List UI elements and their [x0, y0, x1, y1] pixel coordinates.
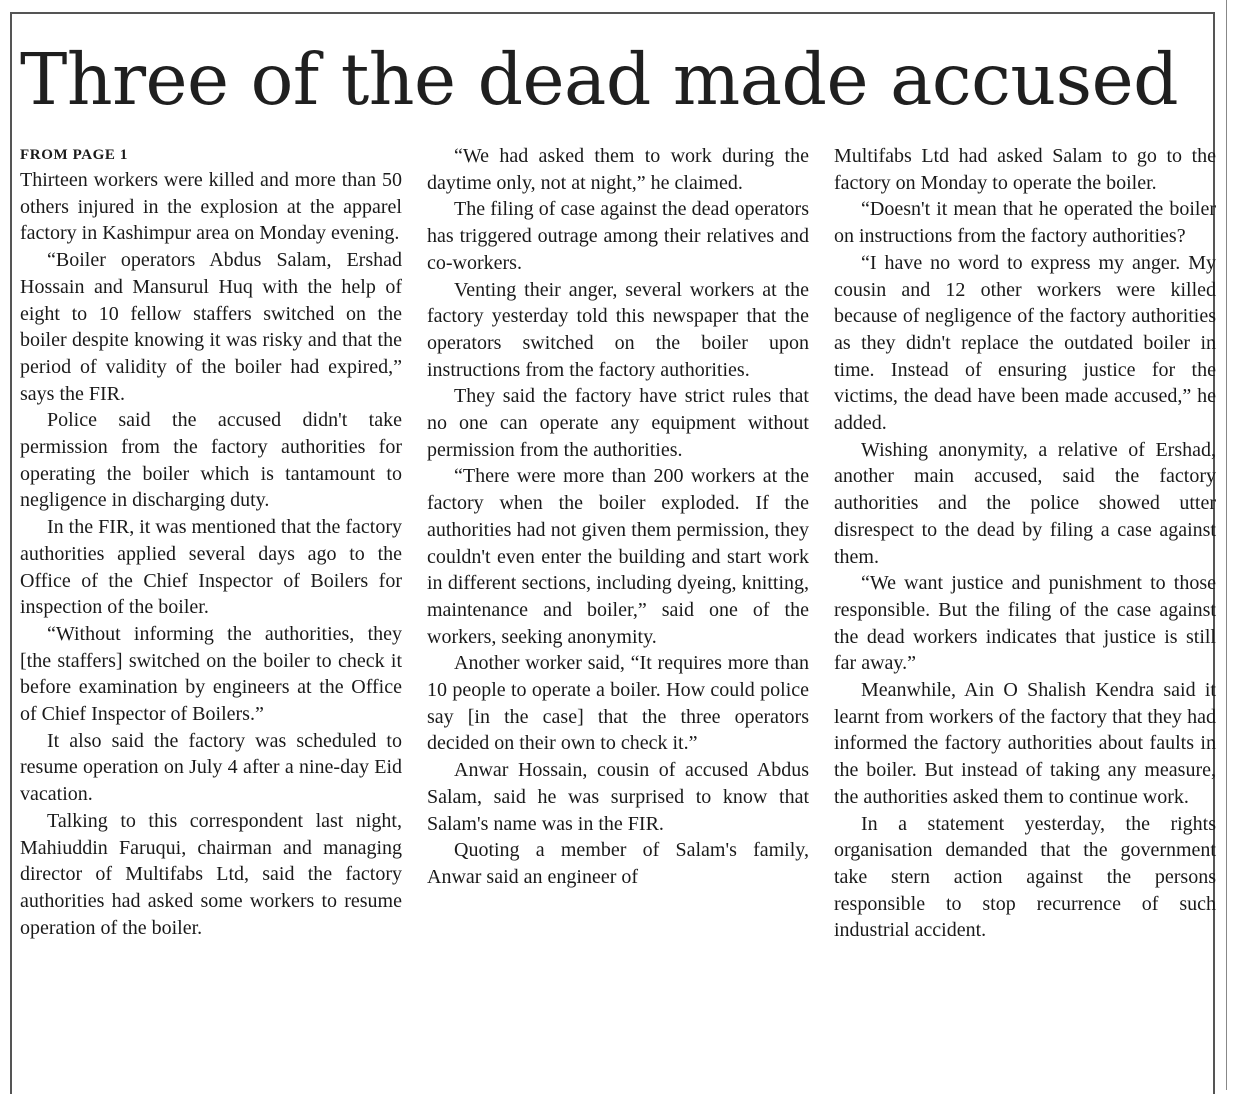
paragraph: It also said the factory was scheduled to resume operation on July 4 after a nine-day Eid vacation. [20, 729, 402, 806]
page-edge-rule [1226, 0, 1227, 1090]
paragraph: Wishing anonymity, a relative of Ershad, another main accused, said the factory authorities and the police showed utter disrespect to the dead by filing a case against them. [834, 438, 1216, 568]
paragraph: “I have no word to express my anger. My cousin and 12 other workers were killed because of negligence of the factory authorities as they didn't replace the outdated boiler in time. Instead of ensuring justice for the victims, the dead have been made accused,” he added. [834, 251, 1216, 435]
paragraph: “There were more than 200 workers at the factory when the boiler exploded. If the authorities had not given them permission, they couldn't even enter the building and start work in different sections, including dyeing, knitting, maintenance and boiler,” said one of the workers, seeking anonymity. [427, 465, 809, 648]
paragraph: Quoting a member of Salam's family, Anwar said an engineer of [427, 839, 809, 888]
paragraph: “We had asked them to work during the daytime only, not at night,” he claimed. [427, 145, 809, 194]
paragraph: Meanwhile, Ain O Shalish Kendra said it learnt from workers of the factory that they had informed the factory authorities about faults in the boiler. But instead of taking any measure, the authorities asked them to continue work. [834, 679, 1216, 808]
column-1 [20, 143, 402, 1088]
paragraph: Police said the accused didn't take permission from the factory authorities for operating the boiler which is tantamount to negligence in discharging duty. [20, 409, 402, 512]
top-border-rule [10, 12, 1215, 14]
paragraph: “Doesn't it mean that he operated the boiler on instructions from the factory authorities? [834, 198, 1216, 248]
paragraph: Another worker said, “It requires more than 10 people to operate a boiler. How could police say [in the case] that the three operators decided on their own to check it.” [427, 652, 809, 755]
column-3 [834, 143, 1216, 1088]
paragraph: Venting their anger, several workers at the factory yesterday told this newspaper that the operators switched on the boiler upon instructions from the factory authorities. [427, 278, 809, 381]
paragraph: Anwar Hossain, cousin of accused Abdus Salam, said he was surprised to know that Salam's name was in the FIR. [427, 759, 809, 835]
left-border-rule [10, 12, 12, 1094]
paragraph: In the FIR, it was mentioned that the factory authorities applied several days ago to the Office of the Chief Inspector of Boilers for inspection of the boiler. [20, 516, 402, 619]
paragraph: “Without informing the authorities, they [the staffers] switched on the boiler to check it before examination by engineers at the Office of Chief Inspector of Boilers.” [20, 622, 402, 726]
paragraph: “Boiler operators Abdus Salam, Ershad Hossain and Mansurul Huq with the help of eight to 10 fellow staffers switched on the boiler despite knowing it was risky and that the period of validity of the boiler had expired,” says the FIR. [20, 249, 402, 405]
kicker-from-page: FROM PAGE 1 [20, 147, 128, 163]
headline: Three of the dead made accused [20, 38, 1179, 121]
paragraph: Multifabs Ltd had asked Salam to go to the factory on Monday to operate the boiler. [834, 145, 1216, 194]
paragraph: In a statement yesterday, the rights organisation demanded that the government take stern action against the persons responsible to stop recurrence of such industrial accident. [834, 812, 1216, 942]
paragraph: They said the factory have strict rules that no one can operate any equipment without permission from the authorities. [427, 385, 809, 461]
paragraph: The filing of case against the dead operators has triggered outrage among their relatives and co-workers. [427, 198, 809, 274]
paragraph: Talking to this correspondent last night, Mahiuddin Faruqui, chairman and managing director of Multifabs Ltd, said the factory authorities had asked some workers to resume operation of the boiler. [20, 809, 402, 939]
paragraph: Thirteen workers were killed and more than 50 others injured in the explosion at the apparel factory in Kashimpur area on Monday evening. [20, 169, 402, 245]
column-2 [427, 143, 809, 1088]
paragraph: “We want justice and punishment to those responsible. But the filing of the case against the dead workers indicates that justice is still far away.” [834, 572, 1216, 675]
